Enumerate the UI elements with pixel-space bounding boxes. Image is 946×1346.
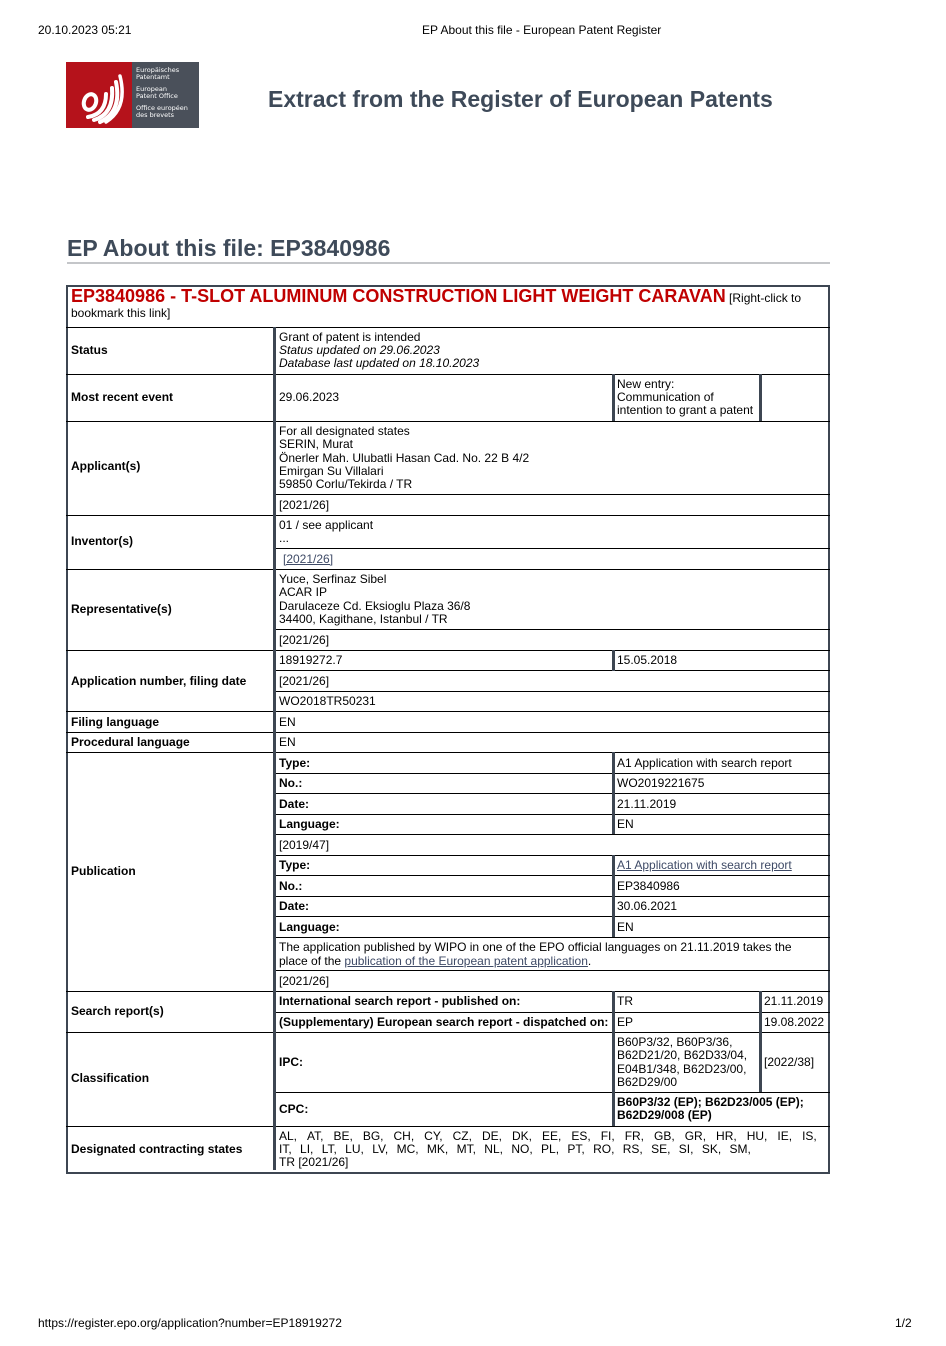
designated-state: HU, — [746, 1129, 768, 1143]
pub-type-value: A1 Application with search report — [617, 756, 792, 770]
designated-state: PL, — [541, 1142, 560, 1156]
event-desc-line: New entry: — [617, 377, 675, 391]
cpc-line: B60P3/32 (EP); B62D23/005 (EP); — [617, 1095, 804, 1109]
designated-state: PT, — [567, 1142, 585, 1156]
representative-line: Darulaceze Cd. Eksioglu Plaza 36/8 — [279, 599, 471, 613]
designated-state: AT, — [307, 1129, 324, 1143]
status-value: Grant of patent is intended — [279, 330, 421, 344]
print-datetime: 20.10.2023 05:21 — [38, 23, 132, 37]
designated-state: GB, — [654, 1129, 675, 1143]
database-updated: Database last updated on 18.10.2023 — [279, 356, 480, 370]
inventor-line: ... — [279, 531, 290, 545]
logo-line: Patentamt — [136, 73, 170, 81]
cpc-label: CPC: — [279, 1102, 309, 1116]
designated-state: MK, — [426, 1142, 449, 1156]
designated-state: FI, — [600, 1129, 615, 1143]
pub-lang-label: Language: — [279, 817, 340, 831]
search-report-date: 19.08.2022 — [764, 1015, 825, 1029]
classification-label: Classification — [71, 1071, 150, 1085]
application-number: 18919272.7 — [279, 653, 343, 667]
pub-date-value: 21.11.2019 — [617, 797, 677, 811]
print-page-title: EP About this file - European Patent Register — [422, 23, 662, 37]
designated-state: LI, — [300, 1142, 314, 1156]
bookmark-link[interactable]: [Right-click to bookmark this link] — [71, 291, 802, 320]
designated-state: LT, — [321, 1142, 337, 1156]
inventor-label: Inventor(s) — [71, 534, 134, 548]
pub-no-value: EP3840986 — [617, 879, 680, 893]
designated-state: GR, — [684, 1129, 707, 1143]
application-label: Application number, filing date — [71, 674, 247, 688]
pub-no-label: No.: — [279, 879, 303, 893]
procedural-language-value: EN — [279, 735, 296, 749]
pub-date-label: Date: — [279, 899, 310, 913]
epo-logo-text — [132, 62, 199, 128]
pub-type-label: Type: — [279, 756, 311, 770]
applicant-line: Önerler Mah. Ulubatli Hasan Cad. No. 22 B 4/2 — [279, 451, 530, 465]
search-label: Search report(s) — [71, 1004, 164, 1018]
pub-type-link[interactable]: A1 Application with search report — [617, 858, 792, 872]
designated-state: EE, — [542, 1129, 562, 1143]
epo-logo — [66, 62, 199, 128]
status-updated: Status updated on 29.06.2023 — [279, 343, 440, 357]
pub-lang-value: EN — [617, 817, 634, 831]
print-url: https://register.epo.org/application?number=EP18919272 — [38, 1316, 342, 1330]
representative-ref: [2021/26] — [279, 633, 330, 647]
applicant-line: For all designated states — [279, 424, 410, 438]
representative-line: 34400, Kagithane, Istanbul / TR — [279, 612, 448, 626]
designated-state: SK, — [701, 1142, 722, 1156]
ipc-line: E04B1/348, B62D23/00, — [617, 1062, 747, 1076]
designated-state: FR, — [624, 1129, 645, 1143]
designated-states-line — [279, 1143, 751, 1157]
event-desc-line: intention to grant a patent — [617, 403, 754, 417]
logo-line: des brevets — [136, 111, 175, 119]
designated-state: BG, — [362, 1129, 384, 1143]
ipc-ref: [2022/38] — [764, 1055, 815, 1069]
ipc-line: B62D21/20, B62D33/04, — [617, 1048, 748, 1062]
designated-state: MC, — [396, 1142, 419, 1156]
publication-note-text: The application published by WIPO in one of the EPO official languages on 21.11.2019 takes the place of the — [279, 940, 792, 968]
applicant-line: Emirgan Su Villalari — [279, 464, 384, 478]
pub-no-label: No.: — [279, 776, 303, 790]
designated-state: CH, — [393, 1129, 415, 1143]
search-report-label: International search report - published on: — [279, 994, 521, 1008]
applicant-line: SERIN, Murat — [279, 437, 354, 451]
representative-line: ACAR IP — [279, 585, 328, 599]
designated-state: DK, — [511, 1129, 532, 1143]
designated-state: ES, — [571, 1129, 591, 1143]
representative-label: Representative(s) — [71, 602, 172, 616]
pub-date-value: 30.06.2021 — [617, 899, 678, 913]
designated-state: CZ, — [452, 1129, 472, 1143]
logo-line: Europäisches — [136, 66, 180, 74]
designated-state: RS, — [622, 1142, 643, 1156]
designated-state: DE, — [481, 1129, 502, 1143]
application-ref: [2021/26] — [279, 674, 330, 688]
designated-state: MT, — [456, 1142, 476, 1156]
ipc-line: B60P3/32, B60P3/36, — [617, 1035, 733, 1049]
applicant-ref: [2021/26] — [279, 498, 330, 512]
designated-state: IT, — [279, 1142, 292, 1156]
pub-ref: [2019/47] — [279, 838, 330, 852]
logo-line: Office européen — [136, 104, 188, 112]
designated-state: LU, — [345, 1142, 364, 1156]
epo-logo-emblem-icon — [66, 62, 132, 128]
patent-title: EP3840986 - T-SLOT ALUMINUM CONSTRUCTION LIGHT WEIGHT CARAVAN — [71, 286, 726, 306]
inventor-line: 01 / see applicant — [279, 518, 374, 532]
designated-label: Designated contracting states — [71, 1142, 243, 1156]
filing-date: 15.05.2018 — [617, 653, 678, 667]
designated-state: NL, — [484, 1142, 503, 1156]
designated-state: SE, — [651, 1142, 671, 1156]
extract-title: Extract from the Register of European Patents — [268, 86, 773, 112]
designated-state: HR, — [716, 1129, 737, 1143]
applicant-label: Applicant(s) — [71, 459, 141, 473]
pub-date-label: Date: — [279, 797, 310, 811]
designated-state: IS, — [802, 1129, 817, 1143]
designated-state: IE, — [777, 1129, 793, 1143]
applicant-line: 59850 Corlu/Tekirda / TR — [279, 477, 413, 491]
event-label: Most recent event — [71, 390, 174, 404]
publication-note-suffix: . — [587, 953, 592, 968]
register-table — [66, 285, 830, 1174]
pub-lang-label: Language: — [279, 920, 340, 934]
filing-language-value: EN — [279, 715, 296, 729]
designated-state: RO, — [593, 1142, 615, 1156]
ipc-line: B62D29/00 — [617, 1075, 678, 1089]
event-date: 29.06.2023 — [279, 390, 340, 404]
designated-state: SM, — [729, 1142, 751, 1156]
logo-line: Patent Office — [136, 92, 178, 100]
ipc-label: IPC: — [279, 1055, 303, 1069]
pub-no-value: WO2019221675 — [617, 776, 705, 790]
representative-line: Yuce, Serfinaz Sibel — [279, 572, 387, 586]
designated-state: AL, — [279, 1129, 298, 1143]
page-heading: EP About this file: EP3840986 — [67, 235, 391, 261]
cpc-line: B62D29/008 (EP) — [617, 1108, 712, 1122]
procedural-language-label: Procedural language — [71, 735, 190, 749]
inventor-ref-link[interactable]: [2021/26] — [283, 552, 334, 566]
pub-type-label: Type: — [279, 858, 311, 872]
table-caption — [71, 286, 821, 321]
publication-label: Publication — [71, 864, 136, 878]
designated-state: CY, — [424, 1129, 443, 1143]
designated-state: SI, — [678, 1142, 694, 1156]
pub-lang-value: EN — [617, 920, 634, 934]
search-report-date: 21.11.2019 — [764, 994, 824, 1008]
publication-note — [279, 941, 819, 968]
publication-link[interactable]: publication of the European patent application — [344, 953, 588, 968]
search-report-office: TR — [617, 994, 633, 1008]
designated-state: BE, — [333, 1129, 353, 1143]
print-page-number: 1/2 — [895, 1316, 912, 1330]
filing-language-label: Filing language — [71, 715, 160, 729]
heading-divider — [67, 262, 830, 264]
logo-line: European — [136, 85, 167, 93]
designated-states-tail: TR [2021/26] — [279, 1155, 349, 1169]
publication-ref: [2021/26] — [279, 974, 330, 988]
designated-state: NO, — [511, 1142, 533, 1156]
wo-number: WO2018TR50231 — [279, 694, 376, 708]
designated-state: LV, — [372, 1142, 389, 1156]
event-desc-line: Communication of — [617, 390, 714, 404]
search-report-office: EP — [617, 1015, 634, 1029]
search-report-label: (Supplementary) European search report - dispatched on: — [279, 1015, 609, 1029]
status-label: Status — [71, 343, 108, 357]
